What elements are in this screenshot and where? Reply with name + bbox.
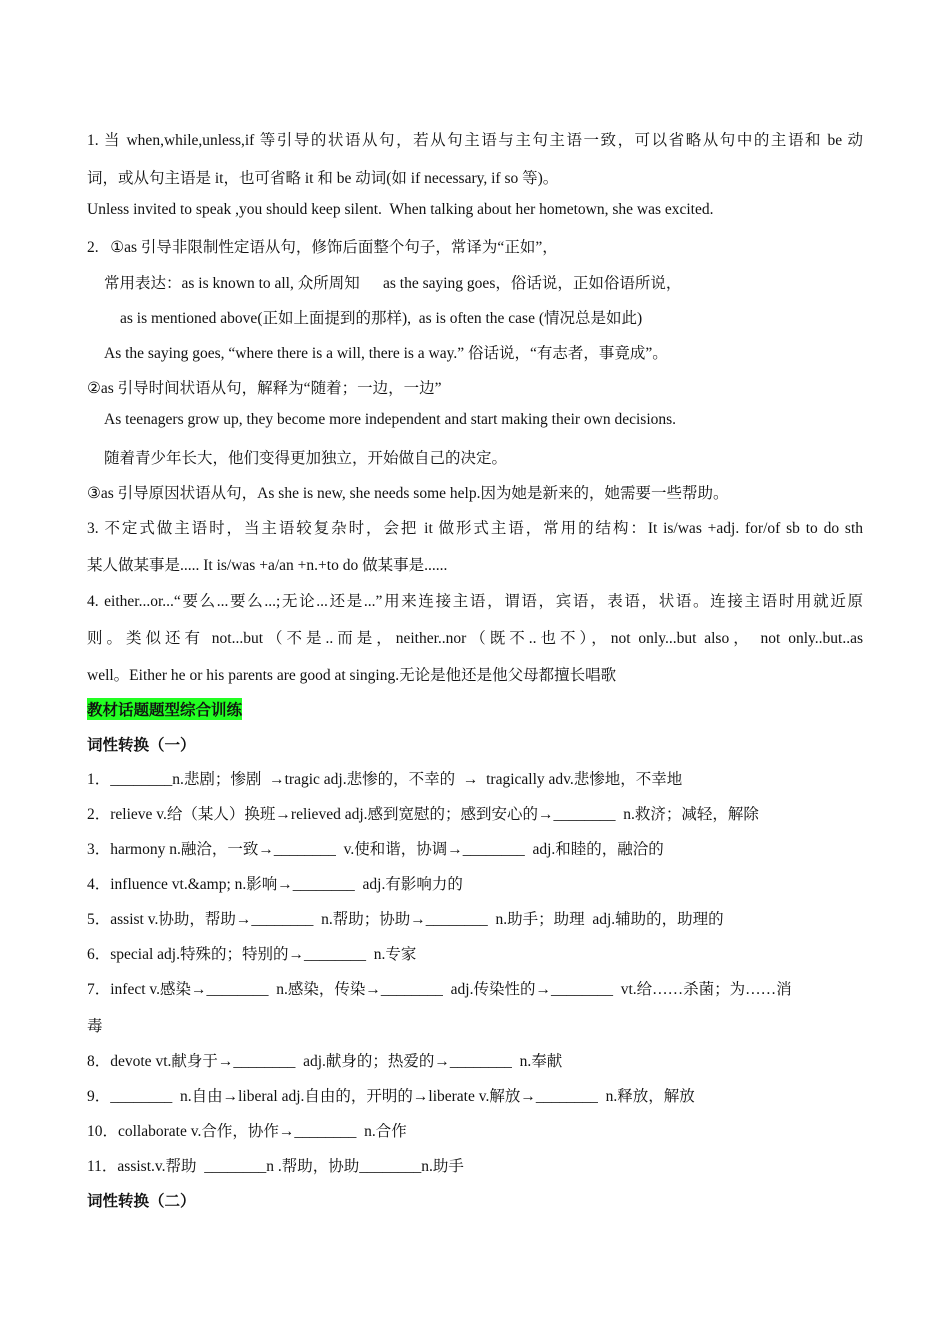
note-1-example: Unless invited to speak ,you should keep silent. When talking about her hometown, she was excited. (87, 201, 714, 218)
exercise-item: 7．infect v.感染→________ n.感染，传染→________ adj.传染性的→________ vt.给……杀菌；为……消 (87, 981, 792, 998)
exercise-item: 8．devote vt.献身于→________ adj.献身的；热爱的→________ n.奉献 (87, 1053, 563, 1070)
note-4-line-2: 则。类似还有 not...but（不是..而是，neither..nor（既不..也不），not only...but also， not only..but..as (87, 630, 863, 647)
note-2-example: As the saying goes, “where there is a will, there is a way.” 俗话说，“有志者，事竟成”。 (104, 345, 668, 362)
exercise-item: 2．relieve v.给（某人）换班→relieved adj.感到宽慰的；感到安心的→________ n.救济；减轻，解除 (87, 806, 759, 823)
note-1-line-1: 1. 当 when,while,unless,if 等引导的状语从句，若从句主语与主句主语一致，可以省略从句中的主语和 be 动 (87, 132, 863, 149)
note-3-line-1: 3. 不定式做主语时，当主语较复杂时，会把 it 做形式主语，常用的结构：It is/was +adj. for/of sb to do sth (87, 520, 863, 537)
exercise-item: 1．________n.悲剧；惨剧 →tragic adj.悲惨的，不幸的 → tragically adv.悲惨地，不幸地 (87, 771, 683, 788)
note-2c: ③as 引导原因状语从句，As she is new, she needs some help.因为她是新来的，她需要一些帮助。 (87, 485, 729, 502)
exercise-item: 5．assist v.协助，帮助→________ n.帮助；协助→________ n.助手；助理 adj.辅助的，助理的 (87, 911, 724, 928)
note-2b-example-cn: 随着青少年长大，他们变得更加独立，开始做自己的决定。 (104, 450, 508, 467)
subsection-title-2: 词性转换（二） (87, 1193, 196, 1210)
note-4-line-1: 4. either...or...“要么...要么...;无论...还是...”用来连接主语，谓语，宾语，表语，状语。连接主语时用就近原 (87, 593, 863, 610)
exercise-item: 9．________ n.自由→liberal adj.自由的，开明的→liberate v.解放→________ n.释放，解放 (87, 1088, 695, 1105)
note-2-heading: 2. ①as 引导非限制性定语从句，修饰后面整个句子，常译为“正如”， (87, 239, 558, 256)
note-3-line-2: 某人做某事是..... It is/was +a/an +n.+to do 做某事是...... (87, 557, 448, 574)
exercise-item: 11．assist.v.帮助 ________n .帮助，协助________n.助手 (87, 1158, 464, 1175)
subsection-title-1: 词性转换（一） (87, 737, 196, 754)
note-2-expressions-1: 常用表达：as is known to all, 众所周知 as the saying goes，俗话说，正如俗语所说， (104, 275, 682, 292)
exercise-item: 4．influence vt.&amp; n.影响→________ adj.有影响力的 (87, 876, 463, 893)
section-title: 教材话题题型综合训练 (87, 698, 242, 720)
note-2b-heading: ②as 引导时间状语从句，解释为“随着；一边，一边” (87, 380, 442, 397)
exercise-item: 3．harmony n.融洽，一致→________ v.使和谐，协调→________ adj.和睦的，融洽的 (87, 841, 664, 858)
note-1-line-2: 词，或从句主语是 it，也可省略 it 和 be 动词(如 if necessary, if so 等)。 (87, 170, 559, 187)
note-2-expressions-2: as is mentioned above(正如上面提到的那样), as is often the case (情况总是如此) (120, 310, 643, 327)
note-4-line-3: well。Either he or his parents are good at singing.无论是他还是他父母都擅长唱歌 (87, 667, 617, 684)
exercise-item: 6．special adj.特殊的；特别的→________ n.专家 (87, 946, 417, 963)
note-2b-example-en: As teenagers grow up, they become more independent and start making their own decisions. (104, 411, 677, 428)
exercise-item: 10．collaborate v.合作，协作→________ n.合作 (87, 1123, 407, 1140)
exercise-item-continuation: 毒 (87, 1018, 103, 1035)
